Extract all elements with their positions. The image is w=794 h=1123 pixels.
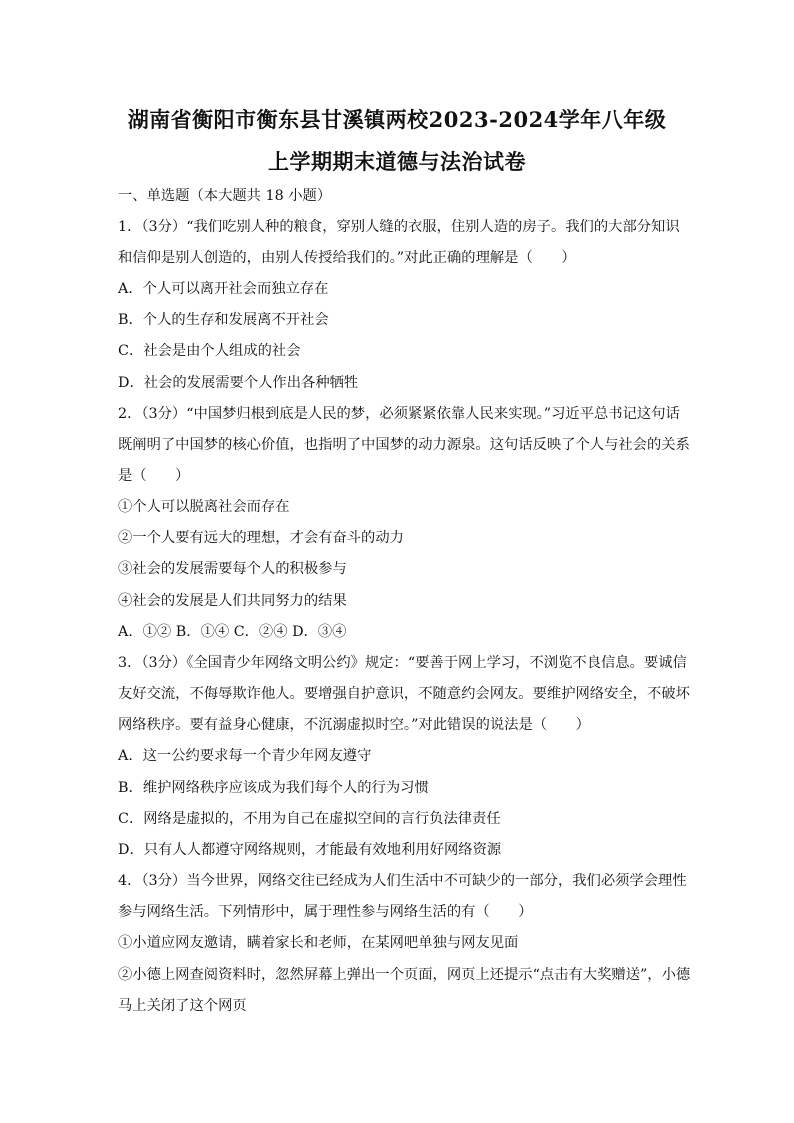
question-3-line-2: 友好交流，不侮辱欺诈他人。要增强自护意识，不随意约会网友。要维护网络安全，不破坏 [118, 686, 690, 702]
question-3-option-b: B．维护网络秩序应该成为我们每个人的行为习惯 [118, 780, 429, 796]
question-3-line-1: 3．（3分）《全国青少年网络文明公约》规定：“要善于网上学习，不浏览不良信息。要诚信 [118, 655, 687, 671]
question-3-line-3: 网络秩序。要有益身心健康，不沉溺虚拟时空。”对此错误的说法是（ ） [118, 717, 590, 733]
question-2-line-2: 既阐明了中国梦的核心价值，也指明了中国梦的动力源泉。这句话反映了个人与社会的关系 [118, 437, 690, 453]
section-heading: 一、单选题（本大题共 18 小题） [118, 188, 332, 204]
question-1-option-d: D．社会的发展需要个人作出各种牺牲 [118, 375, 359, 391]
question-4-item-2-line-1: ②小德上网查阅资料时，忽然屏幕上弹出一个页面，网页上还提示“点击有大奖赠送”，小德 [118, 967, 691, 983]
question-1-option-c: C．社会是由个人组成的社会 [118, 343, 301, 359]
question-4-line-1: 4．（3分）当今世界，网络交往已经成为人们生活中不可缺少的一部分，我们必须学会理性 [118, 873, 687, 889]
question-2-item-2: ②一个人要有远大的理想，才会有奋斗的动力 [118, 530, 404, 546]
question-3-option-a: A．这一公约要求每一个青少年网友遵守 [118, 748, 372, 764]
question-2-item-4: ④社会的发展是人们共同努力的结果 [118, 593, 347, 609]
exam-title-line-2: 上学期期末道德与法治试卷 [268, 149, 526, 174]
question-2-line-1: 2．（3分）“中国梦归根到底是人民的梦，必须紧紧依靠人民来实现。”习近平总书记这句话 [118, 406, 680, 422]
question-2-item-3: ③社会的发展需要每个人的积极参与 [118, 561, 347, 577]
question-2-options: A．①② B．①④ C．②④ D．③④ [118, 624, 347, 640]
question-1-option-a: A．个人可以离开社会而独立存在 [118, 281, 329, 297]
question-1-line-2: 和信仰是别人创造的，由别人传授给我们的。”对此正确的理解是（ ） [118, 250, 576, 266]
question-4-line-2: 参与网络生活。下列情形中，属于理性参与网络生活的有（ ） [118, 904, 533, 920]
question-1-line-1: 1．（3分）“我们吃别人种的粮食，穿别人缝的衣服，住别人造的房子。我们的大部分知识 [118, 219, 680, 235]
question-2-line-3: 是（ ） [118, 468, 190, 484]
question-2-item-1: ①个人可以脱离社会而存在 [118, 499, 290, 515]
question-3-option-c: C．网络是虚拟的，不用为自己在虚拟空间的言行负法律责任 [118, 811, 501, 827]
exam-title-line-1: 湖南省衡阳市衡东县甘溪镇两校2023-2024学年八年级 [127, 107, 667, 132]
question-4-item-2-line-2: 马上关闭了这个网页 [118, 998, 247, 1014]
question-3-option-d: D．只有人人都遵守网络规则，才能最有效地利用好网络资源 [118, 842, 502, 858]
question-4-item-1: ①小道应网友邀请，瞒着家长和老师，在某网吧单独与网友见面 [118, 935, 519, 951]
question-1-option-b: B．个人的生存和发展离不开社会 [118, 312, 329, 328]
